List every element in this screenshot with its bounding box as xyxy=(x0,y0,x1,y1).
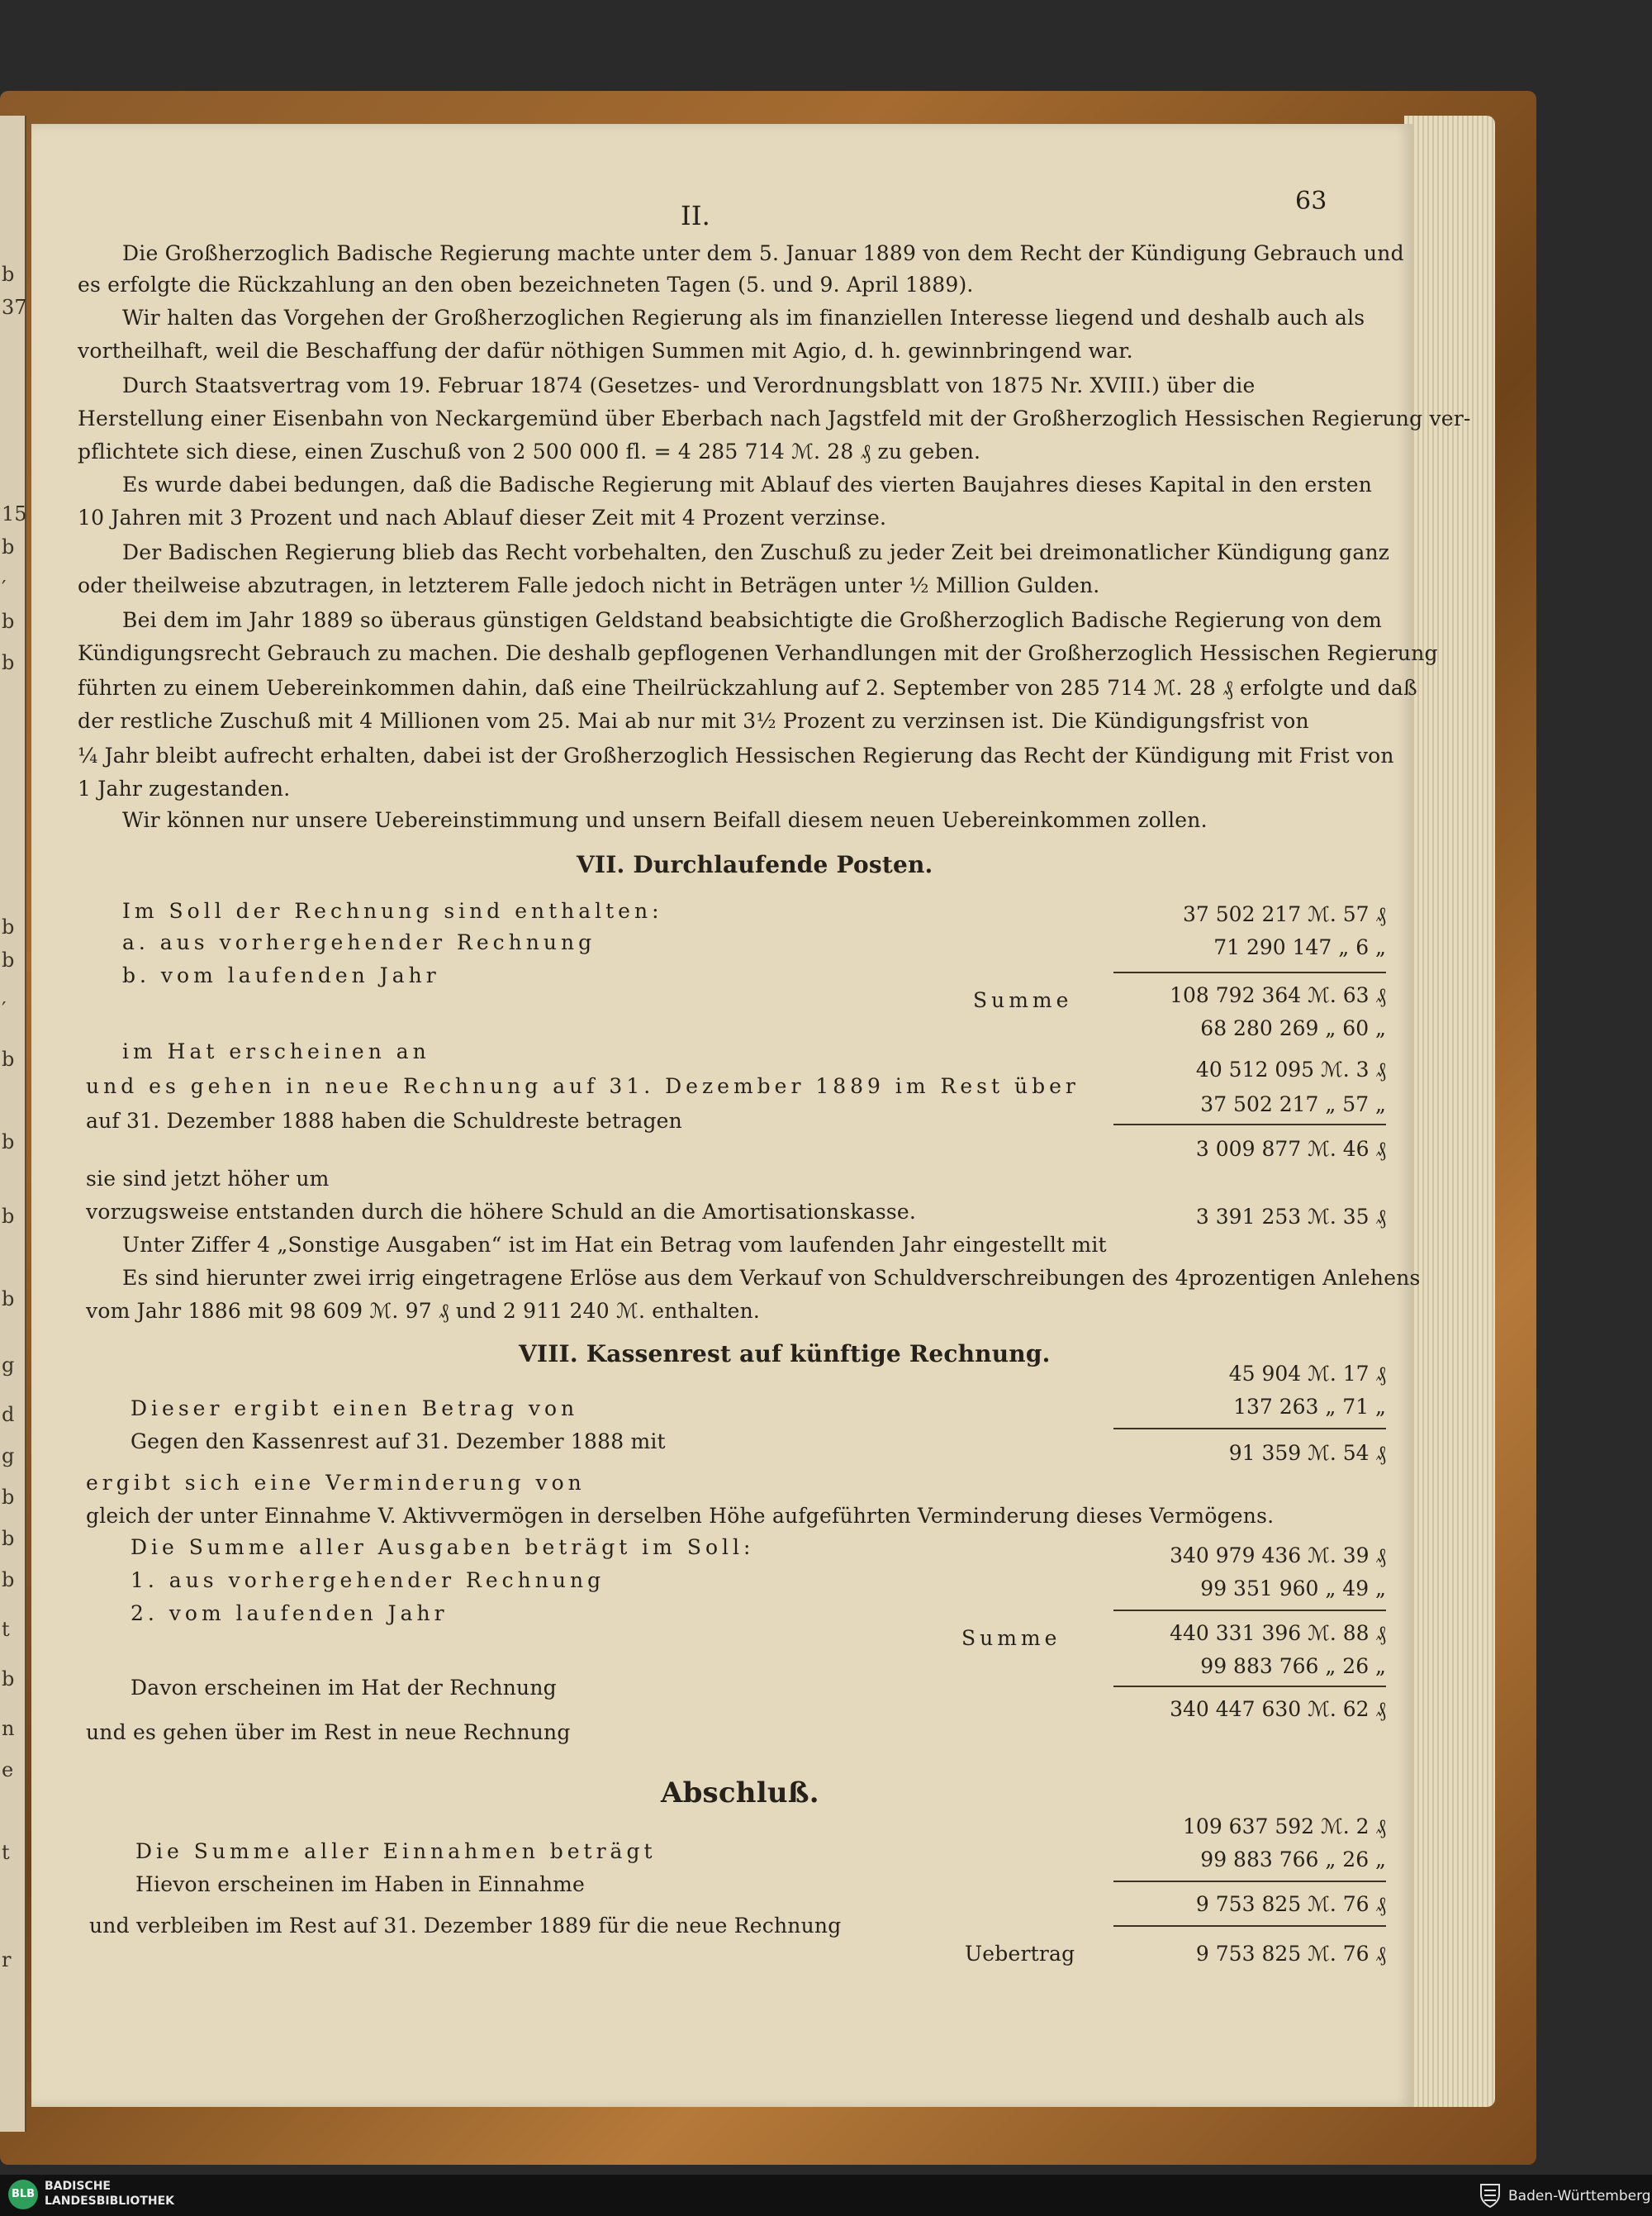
section8-item-2: 2. vom laufenden Jahr xyxy=(131,1601,449,1625)
amount: 9 753 825 ℳ. 76 ₰ xyxy=(1195,1942,1386,1966)
state-name: Baden-Württemberg xyxy=(1508,2188,1651,2204)
section8-summe-label: Summe xyxy=(961,1626,1061,1650)
margin-fragment: ′ xyxy=(2,577,7,600)
library-name xyxy=(45,2179,174,2209)
paragraph-line: es erfolgte die Rückzahlung an den oben bezeichneten Tagen (5. und 9. April 1889). xyxy=(78,273,974,297)
section7-item-a: a. aus vorhergehender Rechnung xyxy=(122,930,596,954)
amount: 340 447 630 ℳ. 62 ₰ xyxy=(1170,1697,1386,1721)
sum-rule xyxy=(1113,1428,1386,1429)
amount: 9 753 825 ℳ. 76 ₰ xyxy=(1195,1892,1386,1916)
margin-fragment: t xyxy=(2,1618,10,1641)
amount: 45 904 ℳ. 17 ₰ xyxy=(1228,1362,1386,1386)
section8-dieser-label: Dieser ergibt einen Betrag von xyxy=(131,1396,579,1420)
margin-fragment: b xyxy=(2,1527,15,1550)
library-name-line1: BADISCHE xyxy=(45,2180,111,2193)
section7-heading: VII. Durchlaufende Posten. xyxy=(577,851,933,878)
abschluss-einnahmen-label: Die Summe aller Einnahmen beträgt xyxy=(135,1839,657,1863)
sum-rule xyxy=(1113,972,1386,973)
margin-fragment: b xyxy=(2,610,15,633)
section7-hoeher-label: sie sind jetzt höher um xyxy=(86,1167,330,1191)
abschluss-hievon-label: Hievon erscheinen im Haben in Einnahme xyxy=(135,1872,586,1896)
paragraph-line: der restliche Zuschuß mit 4 Millionen vom 25. Mai ab nur mit 3½ Prozent zu verzinsen ist. Die Kündigungsfrist von xyxy=(78,709,1309,733)
section8-summe-soll: Die Summe aller Ausgaben beträgt im Soll: xyxy=(131,1535,755,1559)
paragraph-line: oder theilweise abzutragen, in letzterem Falle jedoch nicht in Beträgen unter ½ Million Gulden. xyxy=(78,573,1100,597)
amount: 440 331 396 ℳ. 88 ₰ xyxy=(1170,1621,1386,1645)
margin-fragment: ′ xyxy=(2,998,7,1021)
section7-item-b: b. vom laufenden Jahr xyxy=(122,963,440,987)
paragraph-line: Der Badischen Regierung blieb das Recht vorbehalten, den Zuschuß zu jeder Zeit bei dreimonatlicher Kündigung ganz xyxy=(122,540,1390,564)
margin-fragment: b xyxy=(2,915,15,939)
margin-fragment: b xyxy=(2,651,15,674)
section8-davon-label: Davon erscheinen im Hat der Rechnung xyxy=(131,1676,557,1700)
sum-rule xyxy=(1113,1610,1386,1611)
paragraph-line: 1 Jahr zugestanden. xyxy=(78,777,291,801)
amount: 68 280 269 „ 60 „ xyxy=(1200,1016,1386,1040)
amount: 40 512 095 ℳ. 3 ₰ xyxy=(1195,1058,1386,1082)
margin-fragment: 15 xyxy=(2,502,27,525)
abschluss-heading: Abschluß. xyxy=(661,1776,819,1809)
section-number: II. xyxy=(681,200,711,231)
section8-ueber-label: und es gehen über im Rest in neue Rechnung xyxy=(86,1720,571,1744)
sum-rule xyxy=(1113,1925,1386,1927)
margin-fragment: b xyxy=(2,1287,15,1310)
paragraph-line: führten zu einem Uebereinkommen dahin, daß eine Theilrückzahlung auf 2. September von 285 714 ℳ. 28 ₰ erfolgte und daß xyxy=(78,676,1417,700)
margin-fragment: g xyxy=(2,1444,15,1467)
previous-page-edge xyxy=(0,116,26,2132)
amount: 3 391 253 ℳ. 35 ₰ xyxy=(1195,1205,1386,1229)
paragraph-line: ¼ Jahr bleibt aufrecht erhalten, dabei ist der Großherzoglich Hessischen Regierung das Recht der Kündigung mit Frist von xyxy=(78,744,1394,768)
amount: 99 883 766 „ 26 „ xyxy=(1200,1654,1386,1678)
section8-gleich-text: gleich der unter Einnahme V. Aktivvermögen in derselben Höhe aufgeführten Verminderung dieses Vermögens. xyxy=(86,1504,1275,1528)
section7-ziffer-text: Unter Ziffer 4 „Sonstige Ausgaben“ ist im Hat ein Betrag vom laufenden Jahr eingestellt mit xyxy=(122,1233,1107,1257)
section7-intro: Im Soll der Rechnung sind enthalten: xyxy=(122,899,663,923)
paragraph-line: Herstellung einer Eisenbahn von Neckargemünd über Eberbach nach Jagstfeld mit der Großherzoglich Hessischen Regierung ver- xyxy=(78,407,1471,430)
section8-item-1: 1. aus vorhergehender Rechnung xyxy=(131,1568,605,1592)
amount: 99 883 766 „ 26 „ xyxy=(1200,1847,1386,1871)
paragraph-line: pflichtete sich diese, einen Zuschuß von 2 500 000 fl. = 4 285 714 ℳ. 28 ₰ zu geben. xyxy=(78,440,981,464)
margin-fragment: b xyxy=(2,949,15,972)
margin-fragment: g xyxy=(2,1353,15,1377)
paragraph-line: Wir halten das Vorgehen der Großherzoglichen Regierung als im finanziellen Interesse liegend und deshalb auch als xyxy=(122,306,1365,330)
section7-schuld-label: auf 31. Dezember 1888 haben die Schuldreste betragen xyxy=(86,1109,682,1133)
paragraph-line: Es wurde dabei bedungen, daß die Badische Regierung mit Ablauf des vierten Baujahres dieses Kapital in den ersten xyxy=(122,473,1373,497)
amount: 37 502 217 „ 57 „ xyxy=(1200,1092,1386,1116)
margin-fragment: b xyxy=(2,1667,15,1691)
amount: 3 009 877 ℳ. 46 ₰ xyxy=(1195,1137,1386,1161)
section7-vorzug-text: vorzugsweise entstanden durch die höhere Schuld an die Amortisationskasse. xyxy=(86,1200,917,1224)
margin-fragment: n xyxy=(2,1717,15,1740)
margin-fragment: 37 xyxy=(2,296,27,319)
section7-summe-label: Summe xyxy=(973,988,1073,1012)
paragraph-line: Die Großherzoglich Badische Regierung machte unter dem 5. Januar 1889 von dem Recht der Kündigung Gebrauch und xyxy=(122,241,1404,265)
paragraph-line: Durch Staatsvertrag vom 19. Februar 1874 (Gesetzes- und Verordnungsblatt von 1875 Nr. XVIII.) über die xyxy=(122,373,1256,397)
paragraph-line: Bei dem im Jahr 1889 so überaus günstigen Geldstand beabsichtigte die Großherzoglich Badische Regierung von dem xyxy=(122,608,1383,632)
section8-gegen-label: Gegen den Kassenrest auf 31. Dezember 1888 mit xyxy=(131,1429,666,1453)
sum-rule xyxy=(1113,1881,1386,1882)
margin-fragment: b xyxy=(2,1486,15,1509)
section7-vom-text: vom Jahr 1886 mit 98 609 ℳ. 97 ₰ und 2 911 240 ℳ. enthalten. xyxy=(86,1299,761,1323)
coat-of-arms-icon xyxy=(1479,2183,1502,2208)
margin-fragment: d xyxy=(2,1403,15,1426)
footer-bar xyxy=(0,2175,1652,2216)
paragraph-line: 10 Jahren mit 3 Prozent und nach Ablauf dieser Zeit mit 4 Prozent verzinse. xyxy=(78,506,887,530)
paragraph-line: Wir können nur unsere Uebereinstimmung und unsern Beifall diesem neuen Uebereinkommen zollen. xyxy=(122,808,1208,832)
paragraph-line: Kündigungsrecht Gebrauch zu machen. Die deshalb gepflogenen Verhandlungen mit der Großherzoglich Hessischen Regierung xyxy=(78,641,1438,665)
page-number: 63 xyxy=(1295,187,1327,216)
amount: 108 792 364 ℳ. 63 ₰ xyxy=(1170,983,1386,1007)
margin-fragment: b xyxy=(2,1205,15,1228)
section7-es-text: Es sind hierunter zwei irrig eingetragene Erlöse aus dem Verkauf von Schuldverschreibungen des 4prozentigen Anlehens xyxy=(122,1266,1421,1290)
sum-rule xyxy=(1113,1124,1386,1125)
margin-fragment: e xyxy=(2,1758,14,1781)
paragraph-line: vortheilhaft, weil die Beschaffung der dafür nöthigen Summen mit Agio, d. h. gewinnbringend war. xyxy=(78,339,1133,363)
section8-ergibt-label: ergibt sich eine Verminderung von xyxy=(86,1471,586,1495)
section7-neue-label: und es gehen in neue Rechnung auf 31. Dezember 1889 im Rest über xyxy=(86,1074,1080,1098)
amount: 91 359 ℳ. 54 ₰ xyxy=(1228,1441,1386,1465)
margin-fragment: b xyxy=(2,535,15,559)
section8-heading: VIII. Kassenrest auf künftige Rechnung. xyxy=(519,1340,1051,1367)
abschluss-uebertrag-label: Uebertrag xyxy=(965,1942,1075,1966)
library-name-line2: LANDESBIBLIOTHEK xyxy=(45,2195,175,2208)
sum-rule xyxy=(1113,1686,1386,1687)
amount: 71 290 147 „ 6 „ xyxy=(1213,935,1386,959)
amount: 340 979 436 ℳ. 39 ₰ xyxy=(1170,1543,1386,1567)
margin-fragment: t xyxy=(2,1841,10,1864)
amount: 109 637 592 ℳ. 2 ₰ xyxy=(1183,1814,1386,1838)
margin-fragment: b xyxy=(2,1048,15,1071)
amount: 99 351 960 „ 49 „ xyxy=(1200,1576,1386,1600)
margin-fragment: r xyxy=(2,1948,12,1971)
abschluss-verbleiben-label: und verbleiben im Rest auf 31. Dezember 1889 für die neue Rechnung xyxy=(89,1914,842,1938)
book-page xyxy=(2,124,1471,2107)
margin-fragment: b xyxy=(2,1130,15,1153)
blb-logo: BLB xyxy=(8,2180,38,2209)
amount: 137 263 „ 71 „ xyxy=(1233,1395,1386,1419)
section7-hat-label: im Hat erscheinen an xyxy=(122,1039,430,1063)
margin-fragment: b xyxy=(2,1568,15,1591)
amount: 37 502 217 ℳ. 57 ₰ xyxy=(1183,902,1386,926)
margin-fragment: b xyxy=(2,263,15,286)
